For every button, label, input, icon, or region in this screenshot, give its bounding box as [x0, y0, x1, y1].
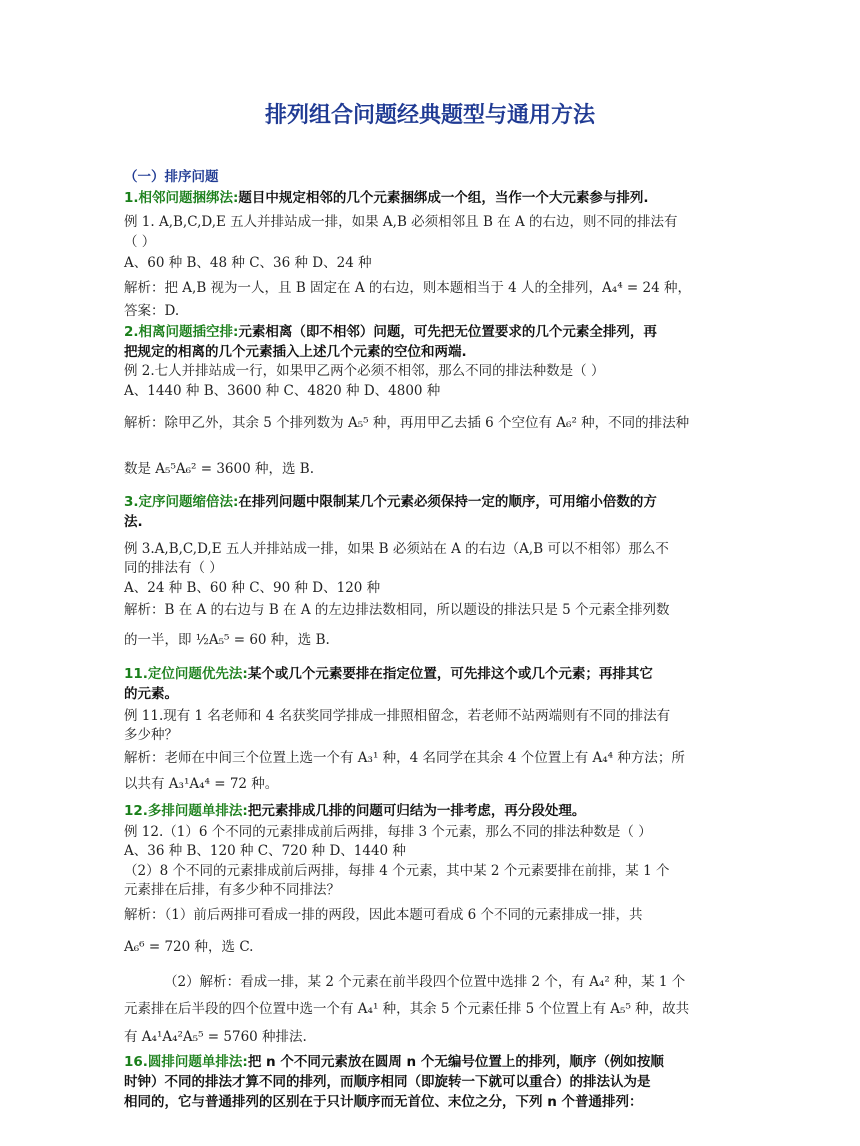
method-12	[124, 801, 585, 821]
method-12-heading: 12.多排问题单排法:	[124, 803, 248, 819]
method-11-heading: 11.定位问题优先法:	[124, 666, 248, 682]
solution-12-line-5: 有 A₄¹A₄²A₅⁵ = 5760 种排法.	[124, 1029, 307, 1045]
solution-2-line-2: 数是 A₅⁵A₆² = 3600 种，选 B.	[124, 461, 314, 477]
method-2-heading: 2.相离问题插空排:	[124, 324, 239, 340]
method-3	[124, 492, 657, 512]
method-12-rule: 把元素排成几排的问题可归结为一排考虑，再分段处理。	[247, 803, 586, 819]
example-12-options: A、36 种 B、120 种 C、720 种 D、1440 种	[124, 843, 406, 859]
method-16-rule-2: 时钟）不同的排法才算不同的排列，而顺序相同（即旋转一下就可以重合）的排法认为是	[124, 1074, 651, 1090]
example-2-options: A、1440 种 B、3600 种 C、4820 种 D、4800 种	[124, 383, 441, 399]
method-3-rule-1: 在排列问题中限制某几个元素必须保持一定的顺序，可用缩小倍数的方	[238, 494, 657, 510]
method-3-heading: 3.定序问题缩倍法:	[124, 494, 239, 510]
method-3-rule-2: 法.	[124, 514, 143, 530]
section-heading-sorting: （一）排序问题	[124, 169, 219, 185]
method-1-heading: 1.相邻问题捆绑法:	[124, 190, 239, 206]
example-1-line-1: 例 1. A,B,C,D,E 五人并排站成一排，如果 A,B 必须相邻且 B 在 A 的右边，则不同的排法有	[124, 214, 678, 230]
example-12-part-2-line-1: （2）8 个不同的元素排成前后两排，每排 4 个元素，其中某 2 个元素要排在前排，某 1 个	[124, 863, 670, 879]
method-16-heading: 16.圆排问题单排法:	[124, 1054, 248, 1070]
solution-11-line-1: 解析：老师在中间三个位置上选一个有 A₃¹ 种，4 名同学在其余 4 个位置上有 A₄⁴ 种方法；所	[124, 750, 685, 766]
example-1-line-2: （ ）	[124, 234, 156, 250]
solution-11-line-2: 以共有 A₃¹A₄⁴ = 72 种。	[124, 776, 279, 792]
example-12-part-1: 例 12.（1）6 个不同的元素排成前后两排，每排 3 个元素，那么不同的排法种数是（ ）	[124, 824, 652, 840]
solution-12-line-1: 解析：（1）前后两排可看成一排的两段，因此本题可看成 6 个不同的元素排成一排，共	[124, 907, 643, 923]
method-2-rule-1: 元素相离（即不相邻）问题，可先把无位置要求的几个元素全排列，再	[238, 324, 657, 340]
method-11-rule-1: 某个或几个元素要排在指定位置，可先排这个或几个元素；再排其它	[247, 666, 653, 682]
example-12-part-2-line-2: 元素排在后排，有多少种不同排法？	[124, 882, 340, 898]
method-16	[124, 1052, 664, 1072]
method-2	[124, 322, 657, 342]
solution-12-line-3: （2）解析：看成一排，某 2 个元素在前半段四个位置中选排 2 个，有 A₄² 种，某 1 个	[164, 974, 686, 990]
method-11	[124, 664, 653, 684]
example-2: 例 2.七人并排站成一行，如果甲乙两个必须不相邻，那么不同的排法种数是（ ）	[124, 363, 605, 379]
solution-3-line-2: 的一半，即 ½A₅⁵ = 60 种，选 B.	[124, 632, 330, 648]
example-11-line-1: 例 11.现有 1 名老师和 4 名获奖同学排成一排照相留念，若老师不站两端则有不同的排法有	[124, 708, 671, 724]
method-16-rule-3: 相同的，它与普通排列的区别在于只计顺序而无首位、末位之分，下列 n 个普通排列：	[124, 1094, 643, 1110]
example-3-options: A、24 种 B、60 种 C、90 种 D、120 种	[124, 580, 381, 596]
solution-1-answer: 答案：D.	[124, 303, 180, 319]
example-1-options: A、60 种 B、48 种 C、36 种 D、24 种	[124, 255, 372, 271]
method-16-rule-1: 把 n 个不同元素放在圆周 n 个无编号位置上的排列，顺序（例如按顺	[247, 1054, 664, 1070]
method-1	[124, 188, 649, 208]
solution-2-line-1: 解析：除甲乙外，其余 5 个排列数为 A₅⁵ 种，再用甲乙去插 6 个空位有 A₆² 种，不同的排法种	[124, 415, 690, 431]
example-11-line-2: 多少种？	[124, 727, 178, 743]
solution-12-line-2: A₆⁶ = 720 种，选 C.	[124, 939, 254, 955]
method-1-rule: 题目中规定相邻的几个元素捆绑成一个组，当作一个大元素参与排列.	[238, 190, 649, 206]
example-3-line-1: 例 3.A,B,C,D,E 五人并排站成一排，如果 B 必须站在 A 的右边（A,B 可以不相邻）那么不	[124, 541, 669, 557]
document-title: 排列组合问题经典题型与通用方法	[264, 103, 595, 128]
solution-12-line-4: 元素排在后半段的四个位置中选一个有 A₄¹ 种，其余 5 个元素任排 5 个位置上有 A₅⁵ 种，故共	[124, 1001, 690, 1017]
method-2-rule-2: 把规定的相离的几个元素插入上述几个元素的空位和两端.	[124, 344, 467, 360]
example-3-line-2: 同的排法有（ ）	[124, 560, 223, 576]
method-11-rule-2: 的元素。	[124, 686, 178, 702]
solution-1-line-1: 解析：把 A,B 视为一人，且 B 固定在 A 的右边，则本题相当于 4 人的全排列，A₄⁴ = 24 种，	[124, 280, 691, 296]
solution-3-line-1: 解析：B 在 A 的右边与 B 在 A 的左边排法数相同，所以题设的排法只是 5 个元素全排列数	[124, 602, 670, 618]
